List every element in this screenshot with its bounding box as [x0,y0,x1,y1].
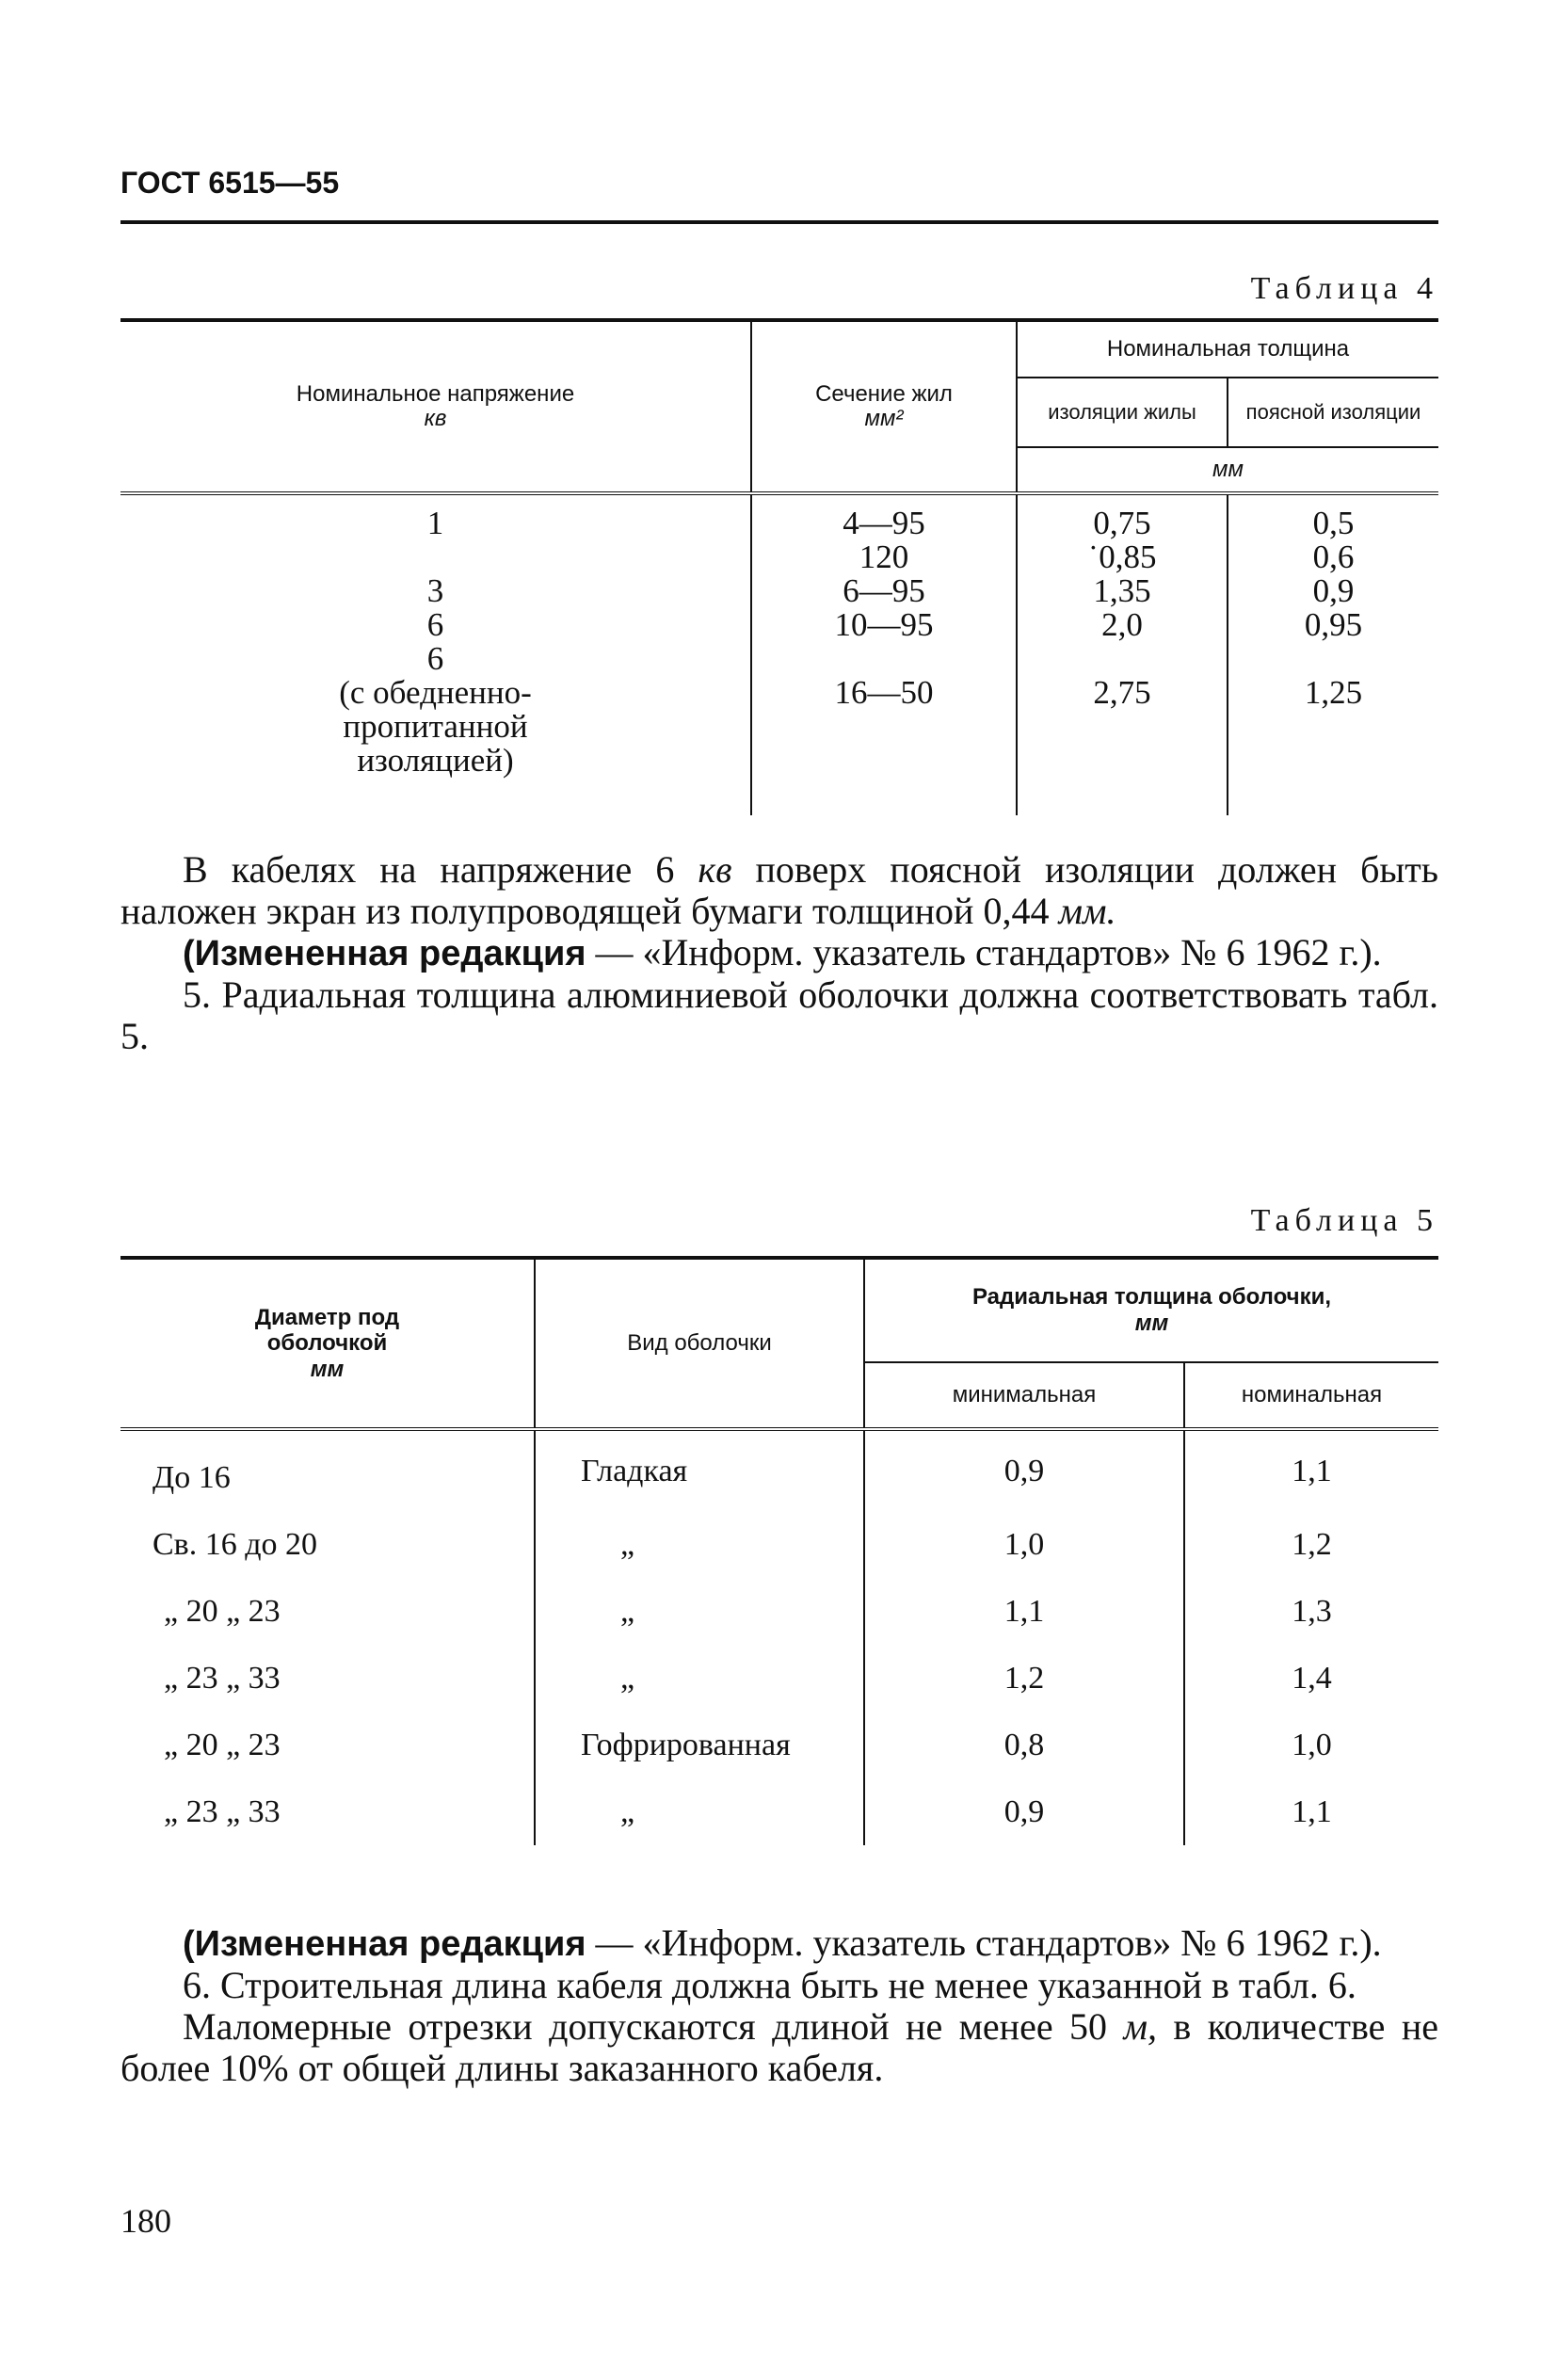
diameter-header [120,1258,535,1429]
unit-mm: мм. [1058,890,1116,932]
amendment-label: (Измененная редакция [183,1924,586,1964]
section-header-label: Сечение жил [815,380,953,407]
paragraph-text: В кабелях на напряжение 6 [183,848,675,891]
table-4 [120,318,1438,815]
diameter-header-label: Диаметр под оболочкой [254,1304,400,1357]
document-title: ГОСТ 6515—55 [120,166,340,200]
amendment-source: — «Информ. указатель стандартов» № 6 1962 г.). [595,1922,1382,1964]
table-row [120,1712,1438,1778]
diameter-cell: Св. 16 до 20 [152,1526,318,1562]
core-cell [1021,642,1223,676]
unit-m: м, [1123,2005,1157,2048]
min-header: минимальная [864,1362,1184,1429]
voltage-header-unit: кв [424,406,447,431]
nom-cell: 1,4 [1184,1645,1438,1712]
core-cell: ˙0,85 [1087,539,1157,575]
kind-header: Вид оболочки [535,1258,864,1429]
voltage-header [120,320,751,493]
diameter-cell: „ 20 „ 23 [164,1593,281,1629]
section-header-unit: мм² [864,406,904,431]
section-cell: 4—95 [843,505,925,541]
table-row [120,1778,1438,1845]
core-cell: 2,75 [1093,674,1151,711]
voltage-cell [124,540,746,574]
text-block-1 [120,849,1438,1057]
section-header [751,320,1017,493]
paragraph-text: в количестве не более 10% от общей длины заказанного кабеля. [120,2005,1439,2089]
section-cell [756,642,1012,676]
core-cell: 1,35 [1093,572,1151,609]
nom-header: номинальная [1184,1362,1438,1429]
header-rule [120,220,1438,224]
amendment-source: — «Информ. указатель стандартов» № 6 1962 г.). [595,931,1382,973]
paragraph-short-lengths [120,2006,1438,2089]
belt-cell: 0,5 [1312,505,1355,541]
paragraph-text: Маломерные отрезки допускаются длиной не менее 50 [183,2005,1108,2048]
kind-cell: „ [535,1578,864,1645]
nom-cell: 1,3 [1184,1578,1438,1645]
min-cell: 1,1 [864,1578,1184,1645]
belt-cell: 0,9 [1312,572,1355,609]
belt-insulation-header: поясной изоляции [1228,378,1438,447]
thickness-unit-header: мм [1017,447,1438,493]
core-cell: 2,0 [1101,606,1143,643]
table-5 [120,1256,1438,1845]
paragraph-amendment [120,932,1438,974]
voltage-cell: 6 [426,606,444,643]
section-cell: 6—95 [843,572,925,609]
core-column [1017,493,1228,815]
section-cell: 120 [859,539,909,575]
thickness-group-header: Номинальная толщина [1017,320,1438,378]
diameter-cell: „ 20 „ 23 [164,1727,281,1762]
belt-column [1228,493,1438,815]
diameter-header-unit: мм [310,1356,345,1382]
voltage-header-label: Номинальное напряжение [296,380,575,407]
core-cell: 0,75 [1093,505,1151,541]
radial-header [864,1258,1438,1362]
table-5-caption: Таблица 5 [1250,1203,1438,1238]
nom-cell: 1,2 [1184,1511,1438,1578]
belt-cell: 0,6 [1312,539,1355,575]
nom-cell: 1,0 [1184,1712,1438,1778]
belt-cell: 0,95 [1304,606,1363,643]
voltage-cell: 3 [426,572,444,609]
core-insulation-header: изоляции жилы [1017,378,1228,447]
paragraph-item-6: 6. Строительная длина кабеля должна быть не менее указанной в табл. 6. [183,1964,1356,2006]
paragraph-item-5: 5. Радиальная толщина алюминиевой оболочки должна соответствовать табл. 5. [120,973,1438,1057]
voltage-column [120,493,751,815]
voltage-cell: 1 [426,505,444,541]
kind-cell: „ [535,1511,864,1578]
paragraph-screen [120,849,1438,932]
kind-cell: „ [535,1778,864,1845]
unit-kv: кв [698,848,732,891]
nom-cell: 1,1 [1184,1429,1438,1511]
section-cell: 10—95 [834,606,934,643]
min-cell: 0,9 [864,1778,1184,1845]
radial-header-unit: мм [1134,1311,1169,1336]
section-cell: 16—50 [834,674,934,711]
radial-header-label: Радиальная толщина оболочки, [971,1284,1332,1311]
belt-cell [1232,642,1435,676]
table-row [120,1645,1438,1712]
paragraph-text: поверх поясной изоляции должен быть наложен экран из полупроводящей бумаги толщиной 0,44 [120,848,1439,932]
voltage-cell: (с обедненно-пропитанной изоляцией) [339,674,532,779]
belt-cell: 1,25 [1304,674,1363,711]
min-cell: 1,0 [864,1511,1184,1578]
kind-cell: „ [535,1645,864,1712]
min-cell: 0,8 [864,1712,1184,1778]
table-row [120,1578,1438,1645]
nom-cell: 1,1 [1184,1778,1438,1845]
page-number: 180 [120,2202,171,2240]
kind-cell: Гофрированная [535,1712,864,1778]
kind-cell: Гладкая [535,1429,864,1511]
table-row [120,1429,1438,1511]
table-4-caption: Таблица 4 [1250,271,1438,306]
section-column [751,493,1017,815]
diameter-cell: До 16 [152,1459,231,1495]
diameter-cell: „ 23 „ 33 [164,1660,281,1696]
amendment-label: (Измененная редакция [183,934,586,973]
voltage-cell: 6 [426,640,444,677]
paragraph-amendment [120,1922,1438,1965]
diameter-cell: „ 23 „ 33 [164,1793,281,1829]
text-block-2 [120,1922,1438,2089]
table-row [120,1511,1438,1578]
min-cell: 1,2 [864,1645,1184,1712]
min-cell: 0,9 [864,1429,1184,1511]
